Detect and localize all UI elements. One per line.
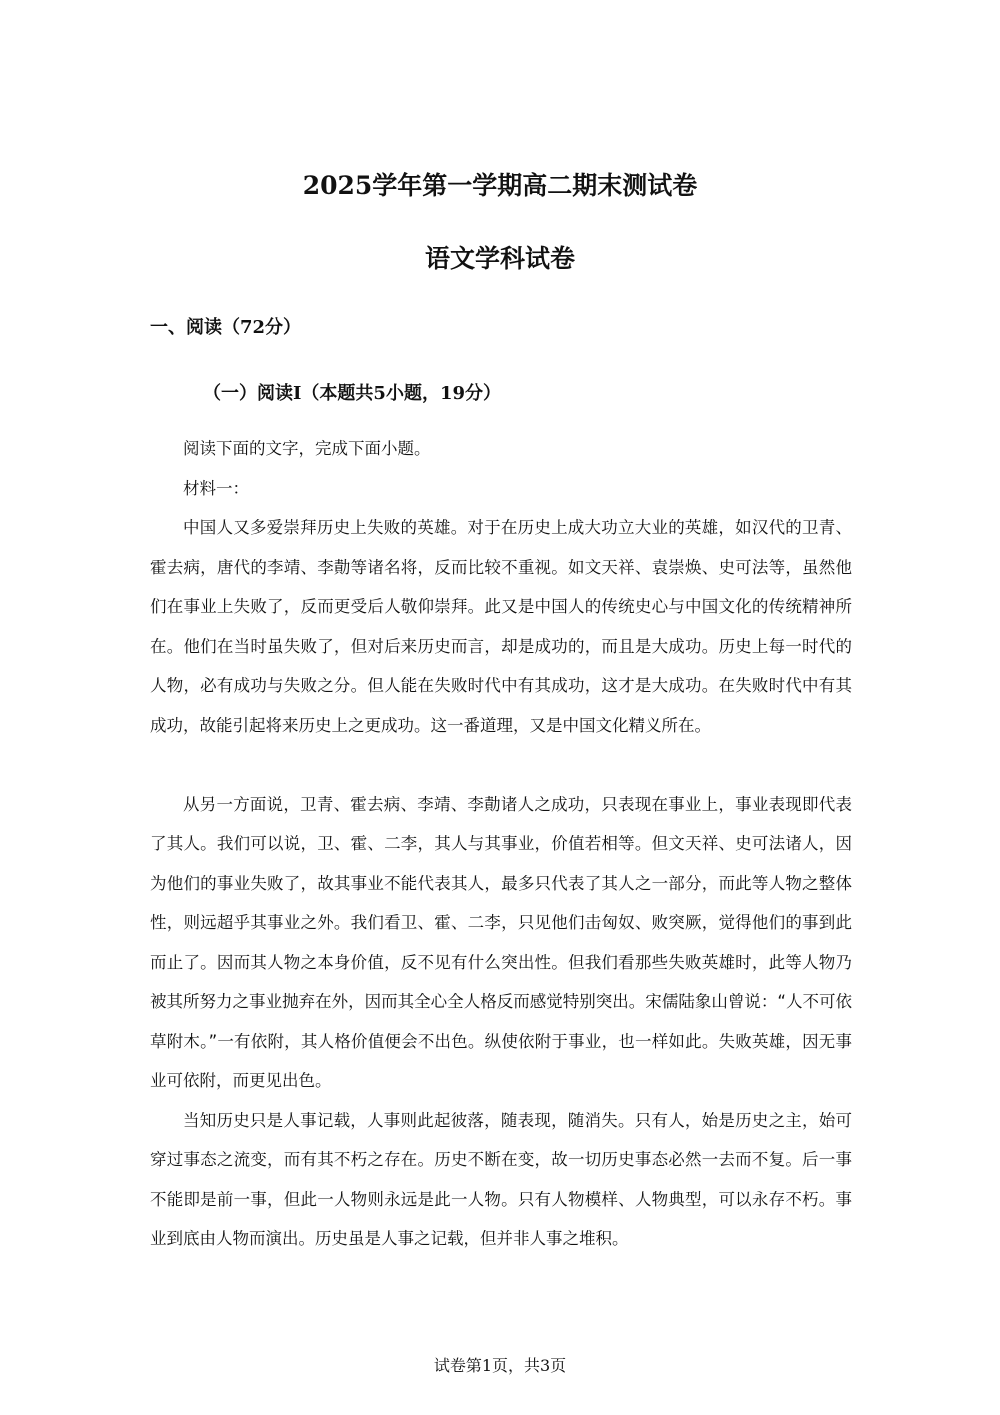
paragraph-3: 当知历史只是人事记载，人事则此起彼落，随表现，随消失。只有人，始是历史之主，始可穿过事态之流变，而有其不朽之存在。历史不断在变，故一切历史事态必然一去而不复。后一事不能即是前一事，但此一人物则永远是此一人物。只有人物模样、人物典型，可以永存不朽。事业到底由人物而演出。历史虽是人事之记载，但并非人事之堆积。 bbox=[150, 1110, 852, 1248]
paragraph-1: 中国人又多爱崇拜历史上失败的英雄。对于在历史上成大功立大业的英雄，如汉代的卫青、霍去病，唐代的李靖、李勣等诸名将，反而比较不重视。如文天祥、袁崇焕、史可法等，虽然他们在事业上失败了，反而更受后人敬仰崇拜。此又是中国人的传统史心与中国文化的传统精神所在。他们在当时虽失败了，但对后来历史而言，却是成功的，而且是大成功。历史上每一时代的人物，必有成功与失败之分。但人能在失败时代中有其成功，这才是大成功。在失败时代中有其成功，故能引起将来历史上之更成功。这一番道理，又是中国文化精义所在。 bbox=[150, 518, 852, 735]
paragraph-2: 从另一方面说，卫青、霍去病、李靖、李勣诸人之成功，只表现在事业上，事业表现即代表了其人。我们可以说，卫、霍、二李，其人与其事业，价值若相等。但文天祥、史可法诸人，因为他们的事业失败了，故其事业不能代表其人，最多只代表了其人之一部分，而此等人物之整体性，则远超乎其事业之外。我们看卫、霍、二李，只见他们击匈奴、败突厥，觉得他们的事到此而止了。因而其人物之本身价值，反不见有什么突出性。但我们看那些失败英雄时，此等人物乃被其所努力之事业抛弃在外，因而其全心全人格反而感觉特别突出。宋儒陆象山曾说：“人不可依草附木。”一有依附，其人格价值便会不出色。纵使依附于事业，也一样如此。失败英雄，因无事业可依附，而更见出色。 bbox=[150, 794, 852, 1090]
exam-subtitle: 语文学科试卷 bbox=[424, 244, 575, 273]
subsection-heading: （一）阅读Ⅰ（本题共5小题，19分） bbox=[203, 383, 501, 404]
material-label: 材料一： bbox=[183, 478, 249, 498]
exam-title: 2025学年第一学期高二期末测试卷 bbox=[302, 171, 698, 200]
page-footer: 试卷第1页，共3页 bbox=[433, 1356, 567, 1375]
reading-instruction: 阅读下面的文字，完成下面小题。 bbox=[183, 439, 431, 458]
section-heading: 一、阅读（72分） bbox=[150, 317, 302, 338]
